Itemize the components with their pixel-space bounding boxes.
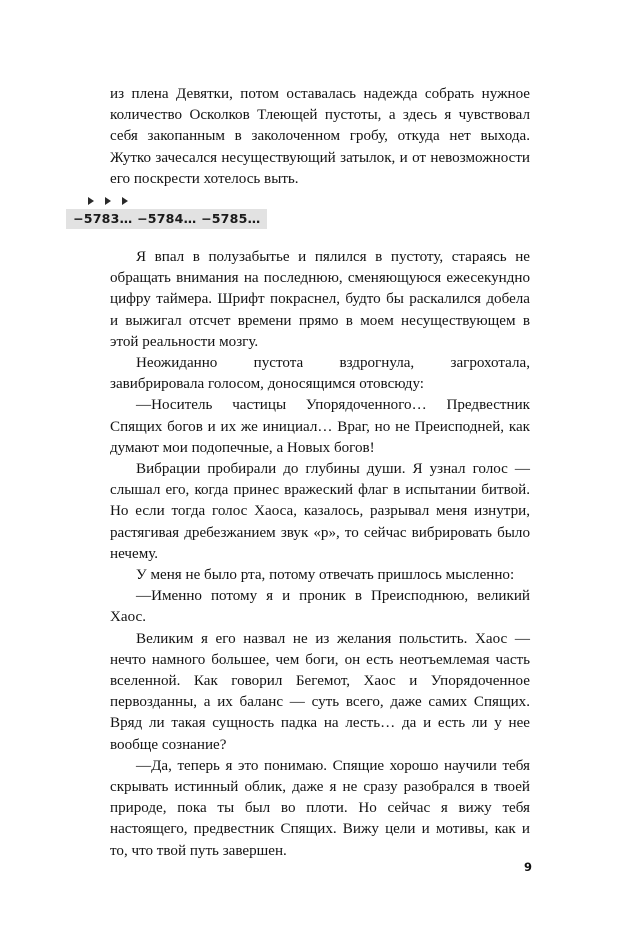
scene-break [88, 194, 148, 208]
paragraph: У меня не было рта, потому отвечать пришлось мысленно: [136, 567, 515, 584]
paragraph: —Носитель частицы Упорядоченного… Предвестник Спящих богов и их же инициал… Враг, но не Преисподней, как думают мои подопечные, а Новых богов! [110, 397, 530, 456]
triangle-right-icon [122, 197, 128, 205]
top-text-block [110, 84, 530, 190]
timer-countdown-badge: −5783… −5784… −5785… [66, 209, 267, 229]
paragraph-continued: из плена Девятки, потом оставалась надежда собрать нужное количество Осколков Тлеющей пустоты, а здесь я чувствовал себя закопанным в заколоченном гробу, откуда нет выхода. Жутко зачесался несуществующий затылок, и от невозможности его поскрести хотелось выть. [110, 86, 530, 187]
body-text-block [110, 247, 530, 862]
page-number: 9 [523, 860, 532, 874]
paragraph: —Именно потому я и проник в Преисподнюю, великий Хаос. [110, 588, 530, 626]
triangle-right-icon [88, 197, 94, 205]
paragraph: Великим я его назвал не из желания польстить. Хаос — нечто намного большее, чем боги, он есть неотъемлемая часть вселенной. Как говорил Бегемот, Хаос и Упорядоченное первозданны, а их баланс — суть всего, даже самих Спящих. Вряд ли такая сущность падка на лесть… да и есть ли у нее вообще сознание? [110, 630, 530, 753]
paragraph: Я впал в полузабытье и пялился в пустоту, стараясь не обращать внимания на последнюю, сменяющуюся ежесекундно цифру таймера. Шрифт покраснел, будто бы раскалился добела и выжигал отсчет времени прямо в моем несуществующем в этой реальности мозгу. [110, 249, 530, 350]
paragraph: —Да, теперь я это понимаю. Спящие хорошо научили тебя скрывать истинный облик, даже я не сразу разобрался в твоей природе, пока ты был во плоти. Но сейчас я вижу тебя настоящего, предвестник Спящих. Вижу цели и мотивы, как и то, что твой путь завершен. [110, 757, 530, 859]
paragraph: Неожиданно пустота вздрогнула, загрохотала, завибрировала голосом, доносящимся отовсюду: [110, 355, 530, 393]
triangle-right-icon [105, 197, 111, 205]
paragraph: Вибрации пробирали до глубины души. Я узнал голос — слышал его, когда принес вражеский флаг в испытании битвой. Но если тогда голос Хаоса, казалось, разрывал меня изнутри, растягивая дребезжанием звук «р», то сейчас вибрировать было нечему. [110, 461, 530, 562]
